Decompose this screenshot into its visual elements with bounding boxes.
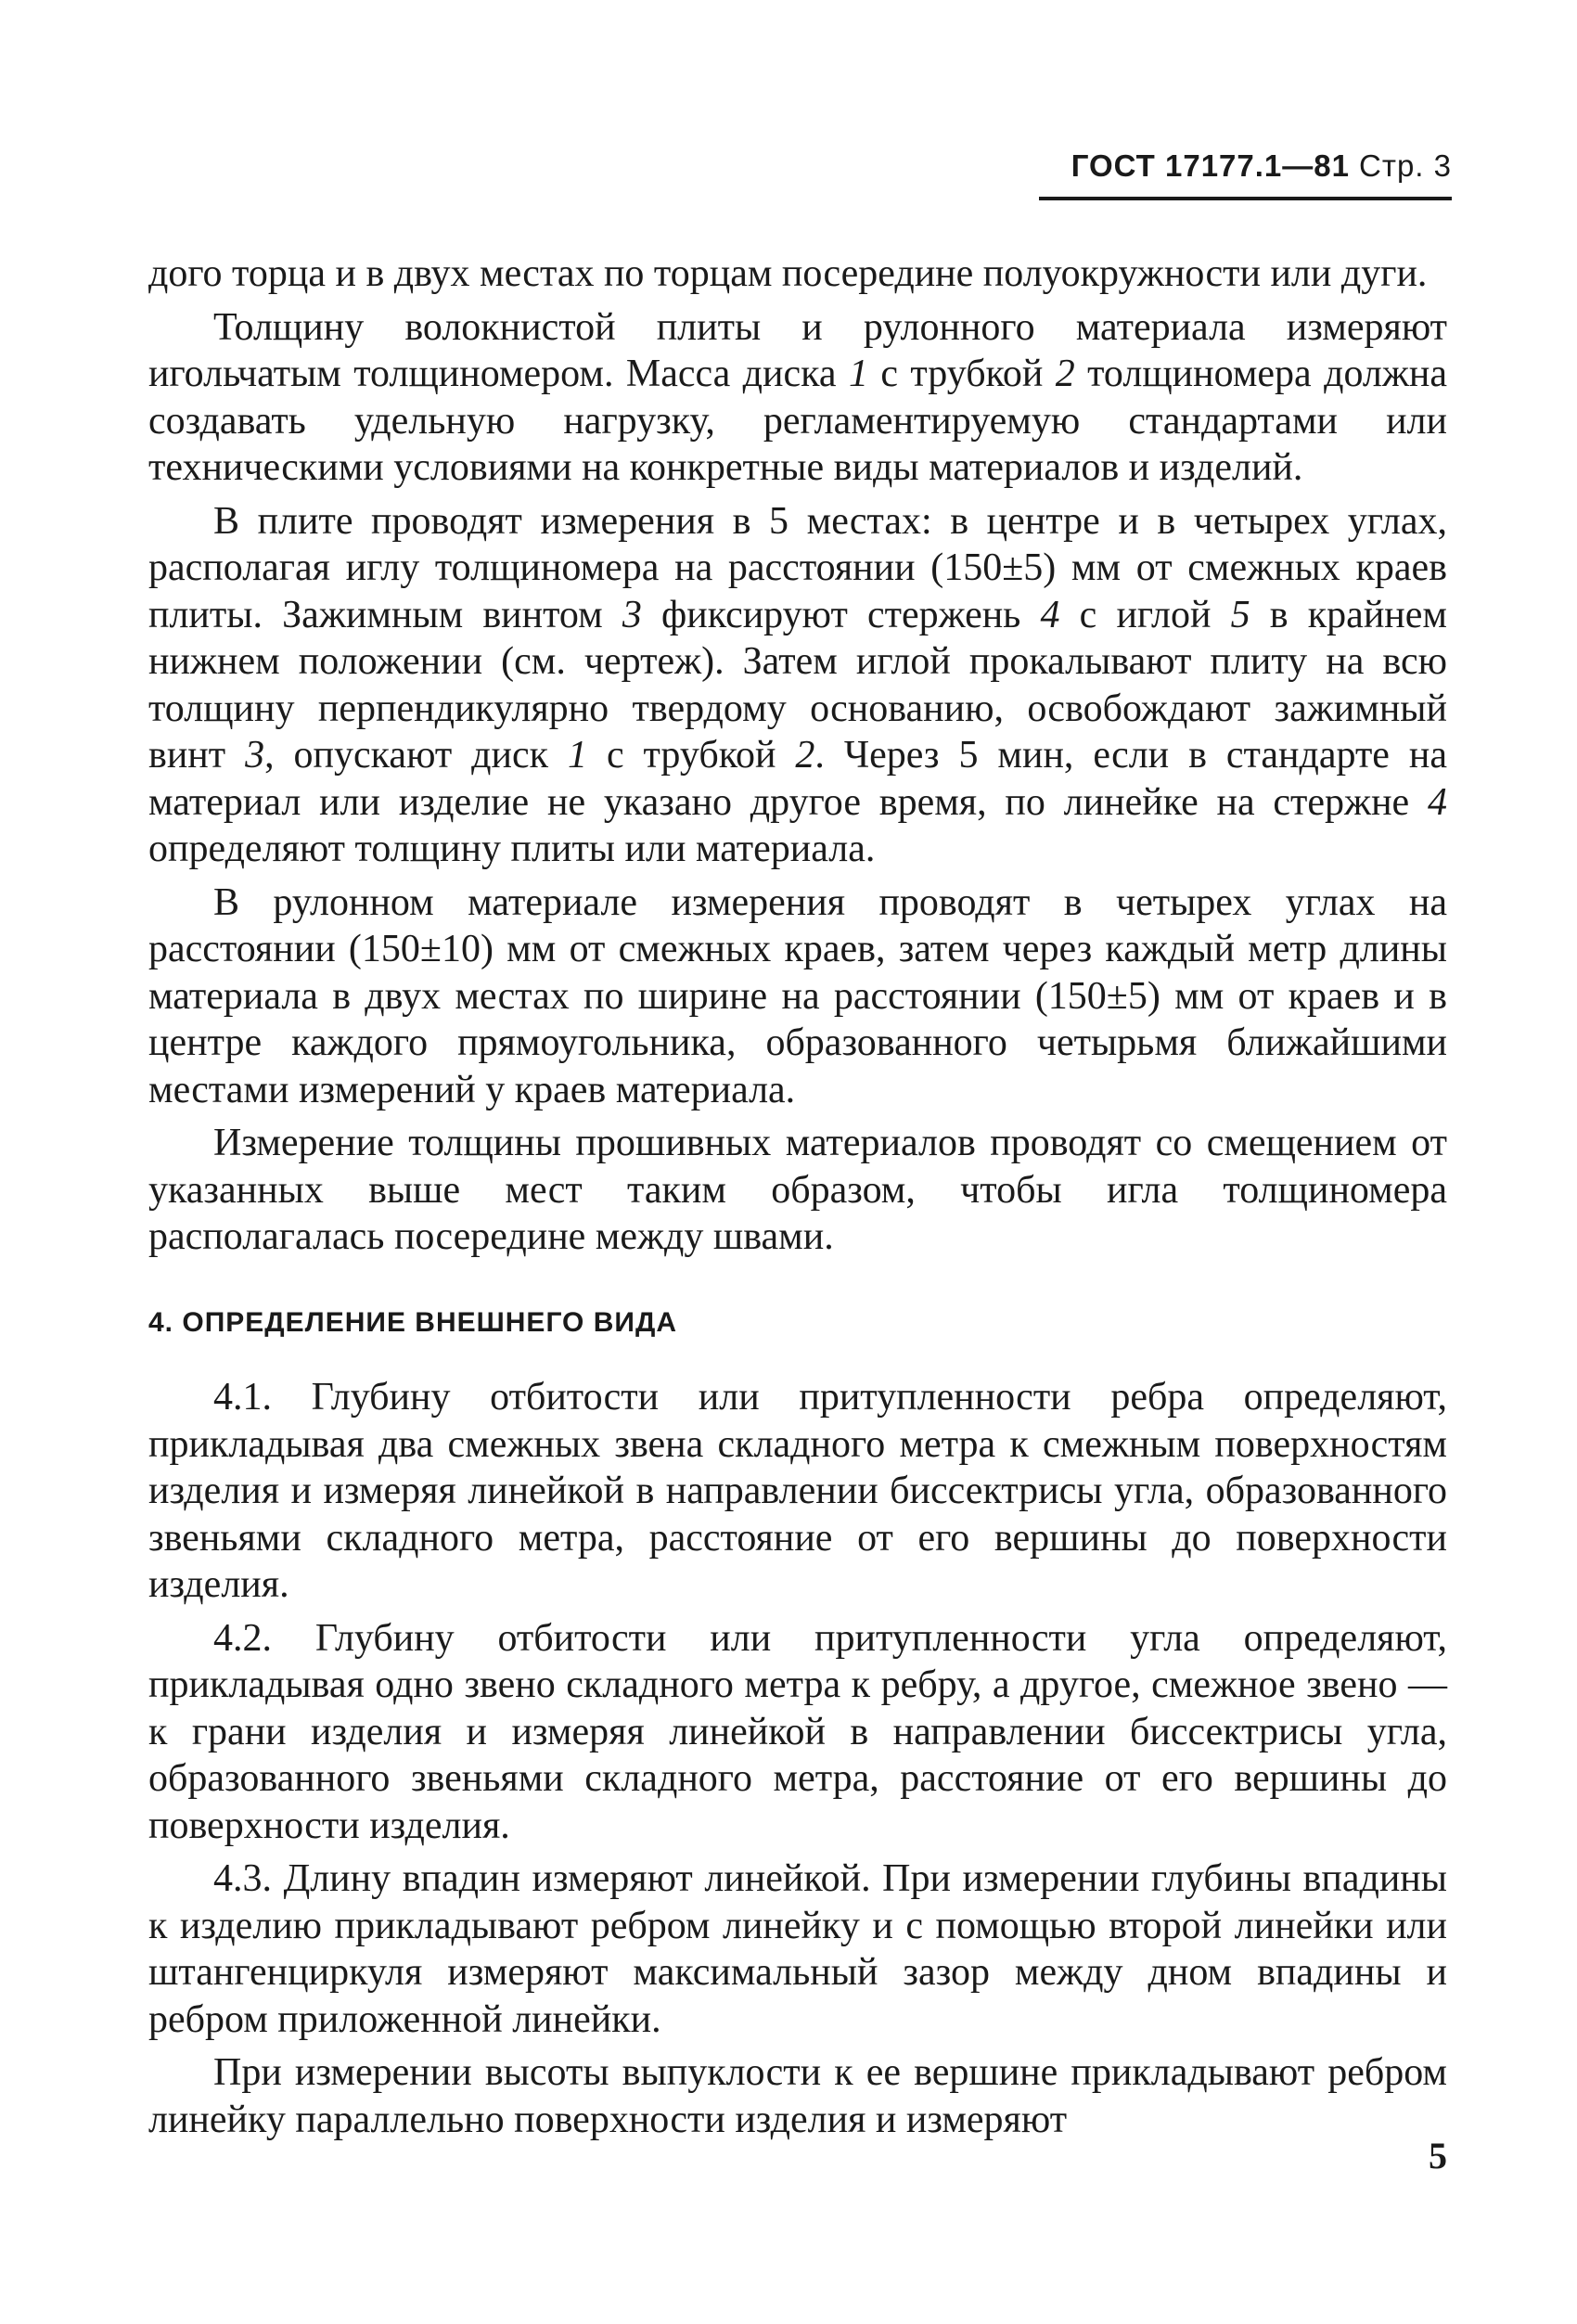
paragraph-plate-measurement: В плите проводят измерения в 5 местах: в центре и в четырех углах, располагая иглу толщиномера на расстоянии (150±5) мм от смежных краев плиты. Зажимным винтом 3 фиксируют стержень 4 с иглой 5 в крайнем нижнем положении (см. чертеж). Затем иглой прокалывают плиту на всю толщину перпендикулярно твердому основанию, освобождают зажимный винт 3, опускают диск 1 с трубкой 2. Через 5 мин, если в стандарте на материал или изделие не указано другое время, по линейке на стержне 4 определяют толщину плиты или материала. <box>148 499 1448 870</box>
paragraph-4-3: 4.3. Длину впадин измеряют линейкой. При измерении глубины впадины к изделию прикладывают ребром линейку и с помощью второй линейки или штангенциркуля измеряют максимальный зазор между дном впадины и ребром приложенной линейки. <box>148 1857 1447 2041</box>
page-header <box>1039 148 1452 200</box>
body-text <box>148 250 1447 2150</box>
paragraph-4-2: 4.2. Глубину отбитости или притупленности угла определяют, прикладывая одно звено складного метра к ребру, а другое, смежное звено — к грани изделия и измеряя линейкой в направлении биссектрисы угла, образованного звеньями складного метра, расстояние от его вершины до поверхности изделия. <box>148 1616 1447 1847</box>
paragraph-roll-material: В рулонном материале измерения проводят в четырех углах на расстоянии (150±10) мм от смежных краев, затем через каждый метр длины материала в двух местах по ширине на расстоянии (150±5) мм от краев и в центре каждого прямоугольника, образованного четырьмя ближайшими местами измерений у краев материала. <box>148 880 1447 1111</box>
page-label: Стр. 3 <box>1359 148 1452 183</box>
paragraph-convexity: При измерении высоты выпуклости к ее вершине прикладывают ребром линейку параллельно поверхности изделия и измеряют <box>148 2051 1447 2141</box>
paragraph-continuation: дого торца и в двух местах по торцам посередине полуокружности или дуги. <box>148 252 1428 295</box>
section-title: 4. ОПРЕДЕЛЕНИЕ ВНЕШНЕГО ВИДА <box>148 1306 677 1338</box>
paragraph-stitched-material: Измерение толщины прошивных материалов проводят со смещением от указанных выше мест таким образом, чтобы игла толщиномера располагалась посередине между швами. <box>148 1122 1447 1258</box>
standard-number: ГОСТ 17177.1—81 <box>1071 148 1350 183</box>
page-number: 5 <box>1429 2135 1447 2176</box>
paragraph-thickness-gauge: Толщину волокнистой плиты и рулонного материала измеряют игольчатым толщиномером. Масса диска 1 с трубкой 2 толщиномера должна создавать удельную нагрузку, регламентируемую стандартами или техническими условиями на конкретные виды материалов и изделий. <box>148 305 1447 489</box>
paragraph-4-1: 4.1. Глубину отбитости или притупленности ребра определяют, прикладывая два смежных звена складного метра к смежным поверхностям изделия и измеряя линейкой в направлении биссектрисы угла, образованного звеньями складного метра, расстояние от его вершины до поверхности изделия. <box>148 1376 1447 1606</box>
